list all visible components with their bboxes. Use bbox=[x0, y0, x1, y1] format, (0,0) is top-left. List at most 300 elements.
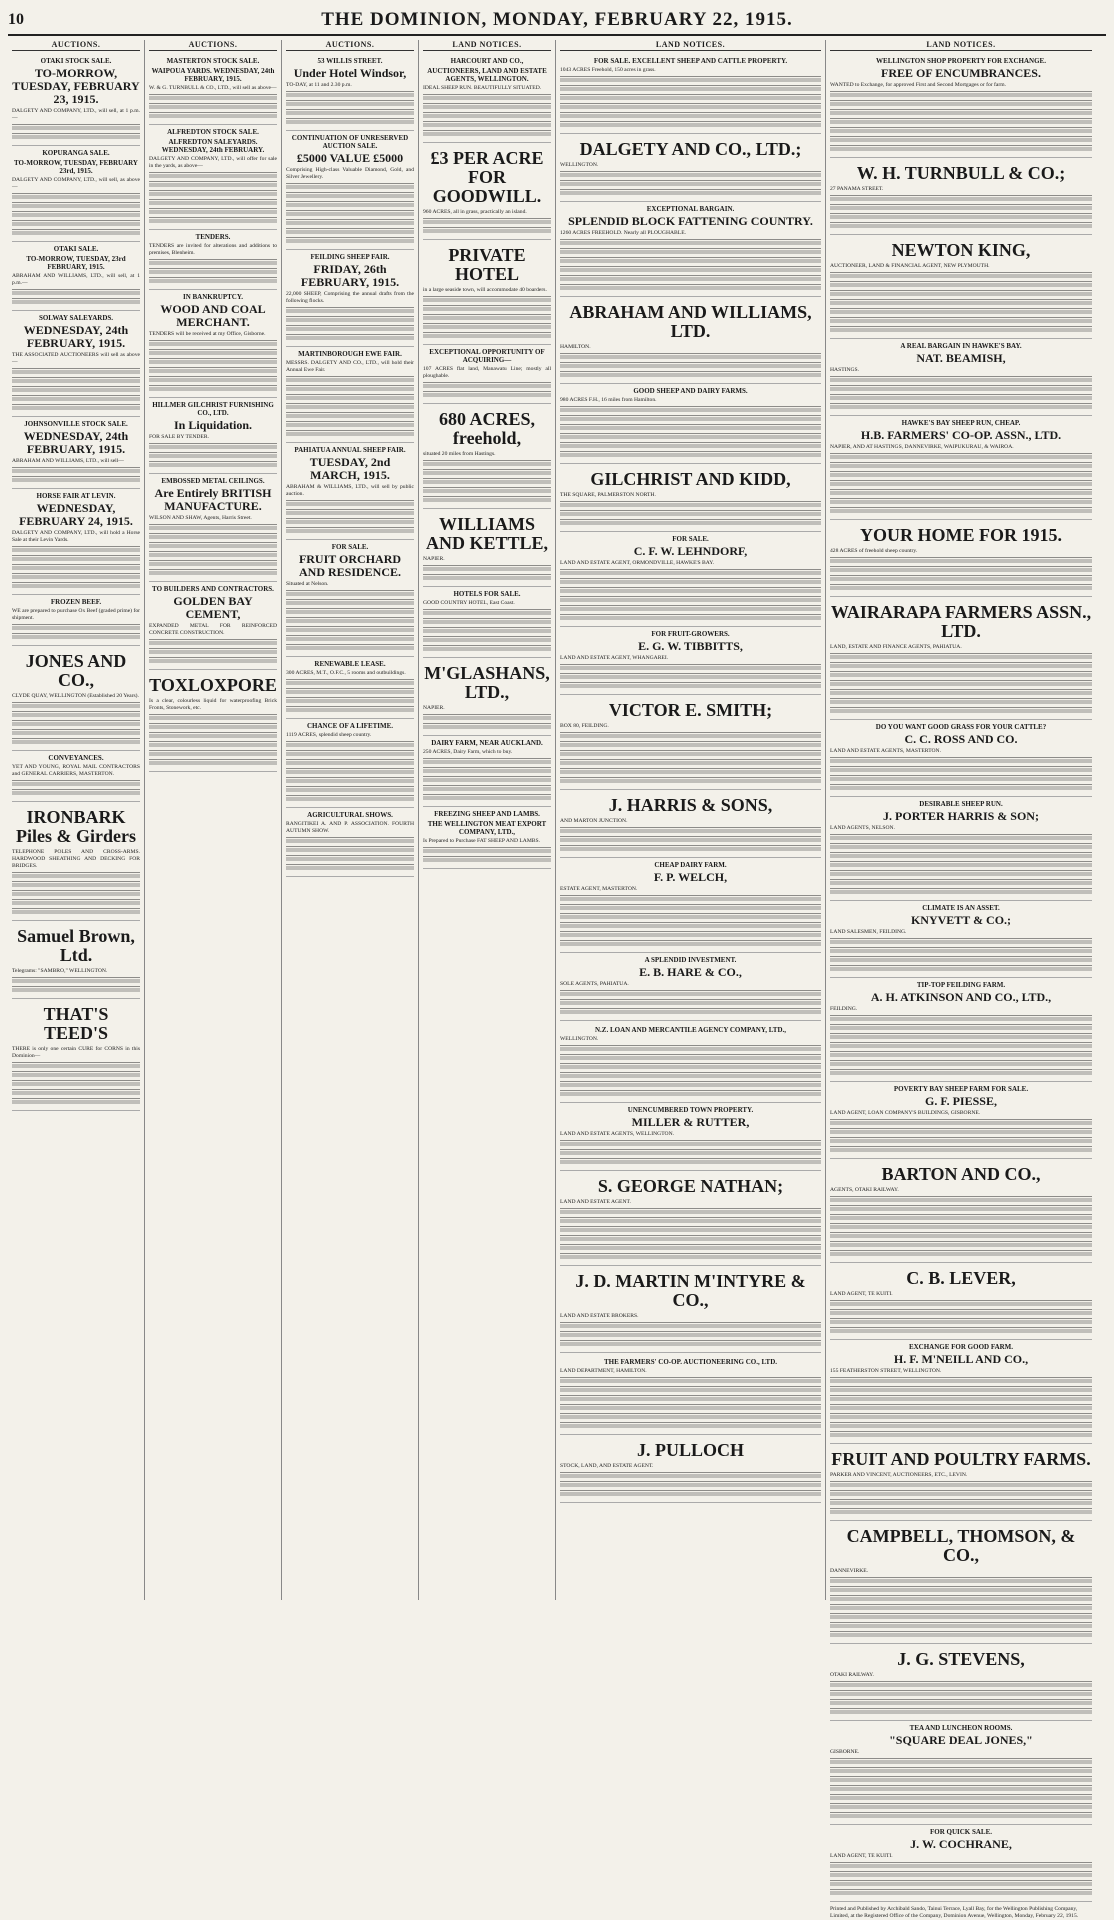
ad-title: WELLINGTON SHOP PROPERTY FOR EXCHANGE. bbox=[876, 57, 1046, 65]
ad-title: HAWKE'S BAY SHEEP RUN, CHEAP. bbox=[901, 419, 1021, 427]
fine-print bbox=[560, 266, 821, 273]
fine-print bbox=[286, 307, 414, 314]
fine-print bbox=[830, 1404, 1092, 1411]
fine-print bbox=[12, 977, 140, 984]
ad-body: WANTED to Exchange, for approved First and Second Mortgages or for farm. bbox=[830, 82, 1006, 88]
ad-headline: TO-MORROW, TUESDAY, 23rd FEBRUARY, 1915. bbox=[26, 255, 126, 271]
advertisement bbox=[830, 1644, 1092, 1721]
ad-body: TENDERS will be received at my Office, Gisborne. bbox=[149, 331, 266, 337]
fine-print bbox=[560, 673, 821, 680]
fine-print bbox=[560, 999, 821, 1006]
fine-print bbox=[149, 199, 277, 206]
fine-print bbox=[286, 183, 414, 190]
fine-print bbox=[830, 1490, 1092, 1497]
fine-print bbox=[560, 1217, 821, 1224]
ad-headline: FRIDAY, 26th FEBRUARY, 1915. bbox=[300, 262, 400, 289]
imprint: Printed and Published by Archibald Sando, Tainui Terrace, Lyall Bay, for the Wellington Publishing Company, Limited, at the Registered Office of the Company, Dominion Avenue, Wellington, Monday, February 22, 1915. bbox=[830, 1906, 1079, 1919]
fine-print bbox=[560, 913, 821, 920]
fine-print bbox=[12, 289, 140, 296]
fine-print bbox=[830, 1422, 1092, 1429]
fine-print bbox=[12, 780, 140, 787]
ad-body: LAND AND ESTATE AGENT. bbox=[560, 1199, 631, 1205]
ad-body: situated 20 miles from Hastings. bbox=[423, 451, 496, 457]
fine-print bbox=[830, 403, 1092, 410]
fine-print bbox=[149, 639, 277, 646]
fine-print bbox=[560, 451, 821, 458]
ad-headline: KNYVETT & CO.; bbox=[910, 913, 1012, 927]
fine-print bbox=[830, 1386, 1092, 1393]
ad-body: W. & G. TURNBULL & CO., LTD., will sell as above— bbox=[149, 85, 277, 91]
fine-print bbox=[149, 759, 277, 766]
ad-body: MESSRS. DALGETY AND CO., LTD., will hold their Annual Ewe Fair. bbox=[286, 360, 414, 373]
ad-headline: J. G. STEVENS, bbox=[897, 1649, 1025, 1669]
ad-body: LAND AND ESTATE AGENT, WHANGAREI. bbox=[560, 655, 669, 661]
ad-body: HAMILTON. bbox=[560, 344, 591, 350]
fine-print bbox=[560, 836, 821, 843]
fine-print bbox=[423, 565, 551, 572]
advertisement bbox=[12, 417, 140, 489]
fine-print bbox=[286, 500, 414, 507]
fine-print bbox=[560, 664, 821, 671]
advertisement bbox=[830, 797, 1092, 901]
fine-print bbox=[830, 195, 1092, 202]
fine-print bbox=[830, 1241, 1092, 1248]
ad-body: THE SQUARE, PALMERSTON NORTH. bbox=[560, 492, 656, 498]
fine-print bbox=[286, 759, 414, 766]
advertisement bbox=[286, 443, 414, 540]
fine-print bbox=[560, 605, 821, 612]
fine-print bbox=[149, 358, 277, 365]
fine-print bbox=[12, 133, 140, 140]
column-2 bbox=[145, 40, 282, 1600]
ad-headline: NEWTON KING, bbox=[891, 240, 1031, 260]
fine-print bbox=[149, 461, 277, 468]
fine-print bbox=[286, 334, 414, 341]
fine-print bbox=[560, 371, 821, 378]
fine-print bbox=[12, 467, 140, 474]
fine-print bbox=[830, 1767, 1092, 1774]
ad-title: EXCHANGE FOR GOOD FARM. bbox=[908, 1343, 1014, 1351]
advertisement bbox=[560, 627, 821, 695]
ad-title: FOR QUICK SALE. bbox=[929, 1828, 993, 1836]
ad-body: LAND DEPARTMENT, HAMILTON. bbox=[560, 1368, 647, 1374]
fine-print bbox=[560, 248, 821, 255]
fine-print bbox=[560, 904, 821, 911]
ad-body: WILSON AND SHAW, Agents, Harris Street. bbox=[149, 515, 252, 521]
ad-title: FEILDING SHEEP FAIR. bbox=[310, 253, 390, 261]
ad-headline: FRUIT ORCHARD AND RESIDENCE. bbox=[298, 552, 402, 579]
ad-headline: WEDNESDAY, FEBRUARY 24, 1915. bbox=[19, 501, 133, 528]
ad-body: BOX 80, FEILDING. bbox=[560, 723, 609, 729]
ad-body: NAPIER. bbox=[423, 705, 445, 711]
masthead bbox=[8, 6, 1106, 36]
fine-print bbox=[830, 1613, 1092, 1620]
ad-title: CHEAP DAIRY FARM. bbox=[654, 861, 727, 869]
fine-print bbox=[286, 741, 414, 748]
fine-print bbox=[560, 76, 821, 83]
fine-print bbox=[830, 870, 1092, 877]
ad-body: CLYDE QUAY, WELLINGTON (Established 20 Years). bbox=[12, 693, 139, 699]
ad-body: Telegrams: "SAMBRO," WELLINGTON. bbox=[12, 968, 108, 974]
fine-print bbox=[830, 653, 1092, 660]
ad-body: NAPIER. bbox=[423, 556, 445, 562]
ad-title: ALFREDTON STOCK SALE. bbox=[167, 128, 259, 136]
fine-print bbox=[830, 1051, 1092, 1058]
fine-print bbox=[830, 1024, 1092, 1031]
ad-headline: J. PULLOCH bbox=[636, 1440, 744, 1460]
fine-print bbox=[12, 720, 140, 727]
fine-print bbox=[830, 1586, 1092, 1593]
ad-headline: ABRAHAM AND WILLIAMS, LTD. bbox=[569, 302, 812, 341]
ad-body: 22,000 SHEEP, Comprising the annual drafts from the following flocks. bbox=[286, 291, 414, 304]
ad-headline: H.B. FARMERS' CO-OP. ASSN., LTD. bbox=[860, 428, 1062, 442]
advertisement bbox=[149, 54, 277, 125]
advertisement bbox=[560, 1021, 821, 1103]
fine-print bbox=[830, 965, 1092, 972]
fine-print bbox=[560, 940, 821, 947]
ad-body: TELEPHONE POLES AND CROSS-ARMS. HARDWOOD SHEATHING AND DECKING FOR BRIDGES. bbox=[12, 849, 140, 869]
fine-print bbox=[286, 864, 414, 871]
fine-print bbox=[423, 767, 551, 774]
advertisement bbox=[560, 1353, 821, 1435]
ad-headline: THE FARMERS' CO-OP. AUCTIONEERING CO., LTD. bbox=[603, 1358, 778, 1366]
fine-print bbox=[830, 1232, 1092, 1239]
fine-print bbox=[830, 1794, 1092, 1801]
column-heading: AUCTIONS. bbox=[286, 40, 414, 51]
fine-print bbox=[560, 596, 821, 603]
advertisement bbox=[560, 384, 821, 464]
advertisement bbox=[560, 790, 821, 858]
fine-print bbox=[286, 325, 414, 332]
ad-headline: J. D. MARTIN M'INTYRE & CO., bbox=[575, 1271, 806, 1310]
fine-print bbox=[12, 908, 140, 915]
advertisement bbox=[149, 230, 277, 290]
fine-print bbox=[830, 1708, 1092, 1715]
ad-title: A REAL BARGAIN IN HAWKE'S BAY. bbox=[900, 342, 1022, 350]
fine-print bbox=[560, 1149, 821, 1156]
ad-title: HARCOURT AND CO., bbox=[450, 57, 524, 65]
ad-headline: CAMPBELL, THOMSON, & CO., bbox=[846, 1526, 1076, 1565]
ad-body: ESTATE AGENT, MASTERTON. bbox=[560, 886, 638, 892]
fine-print bbox=[560, 768, 821, 775]
fine-print bbox=[830, 1758, 1092, 1765]
fine-print bbox=[560, 284, 821, 291]
fine-print bbox=[423, 785, 551, 792]
ad-headline: IRONBARK Piles & Girders bbox=[16, 807, 136, 846]
advertisement bbox=[423, 345, 551, 404]
fine-print bbox=[830, 1309, 1092, 1316]
fine-print bbox=[286, 219, 414, 226]
column-3 bbox=[282, 40, 419, 1600]
advertisement bbox=[12, 921, 140, 999]
fine-print bbox=[12, 1098, 140, 1105]
ad-body: Situated at Nelson. bbox=[286, 581, 329, 587]
fine-print bbox=[286, 412, 414, 419]
fine-print bbox=[560, 1045, 821, 1052]
fine-print bbox=[12, 702, 140, 709]
fine-print bbox=[12, 1089, 140, 1096]
fine-print bbox=[286, 786, 414, 793]
fine-print bbox=[149, 750, 277, 757]
advertisement bbox=[560, 1103, 821, 1171]
fine-print bbox=[830, 1776, 1092, 1783]
fine-print bbox=[830, 385, 1092, 392]
fine-print bbox=[560, 1331, 821, 1338]
fine-print bbox=[286, 421, 414, 428]
ad-body: WELLINGTON. bbox=[560, 162, 599, 168]
fine-print bbox=[830, 1060, 1092, 1067]
fine-print bbox=[423, 758, 551, 765]
fine-print bbox=[830, 213, 1092, 220]
fine-print bbox=[286, 644, 414, 651]
ad-title: HILLMER GILCHRIST FURNISHING CO., LTD. bbox=[152, 401, 274, 417]
fine-print bbox=[286, 837, 414, 844]
ad-title: DAIRY FARM, NEAR AUCKLAND. bbox=[431, 739, 543, 747]
ad-headline: C. F. W. LEHNDORF, bbox=[633, 544, 748, 558]
fine-print bbox=[149, 277, 277, 284]
ad-body: 27 PANAMA STREET. bbox=[830, 186, 884, 192]
fine-print bbox=[830, 127, 1092, 134]
fine-print bbox=[149, 190, 277, 197]
fine-print bbox=[830, 1699, 1092, 1706]
fine-print bbox=[560, 94, 821, 101]
ad-headline: C. C. ROSS AND CO. bbox=[904, 732, 1018, 746]
fine-print bbox=[560, 1340, 821, 1347]
fine-print bbox=[830, 784, 1092, 791]
advertisement bbox=[149, 474, 277, 582]
advertisement bbox=[830, 978, 1092, 1082]
fine-print bbox=[149, 112, 277, 119]
fine-print bbox=[560, 1472, 821, 1479]
fine-print bbox=[830, 453, 1092, 460]
fine-print bbox=[286, 768, 414, 775]
advertisement bbox=[830, 54, 1092, 158]
ad-headline: GILCHRIST AND KIDD, bbox=[590, 469, 791, 489]
fine-print bbox=[149, 385, 277, 392]
ad-headline: W. H. TURNBULL & CO.; bbox=[856, 163, 1066, 183]
fine-print bbox=[830, 766, 1092, 773]
ad-title: FOR SALE. EXCELLENT SHEEP AND CATTLE PROPERTY. bbox=[593, 57, 788, 65]
advertisement bbox=[830, 416, 1092, 520]
fine-print bbox=[12, 193, 140, 200]
fine-print bbox=[149, 452, 277, 459]
fine-print bbox=[560, 1063, 821, 1070]
fine-print bbox=[12, 711, 140, 718]
fine-print bbox=[830, 222, 1092, 229]
ad-body: LAND AGENTS, NELSON. bbox=[830, 825, 895, 831]
ad-body: TO-DAY, at 11 and 2.30 p.m. bbox=[286, 82, 352, 88]
ad-body: OTAKI RAILWAY. bbox=[830, 1672, 874, 1678]
advertisement bbox=[830, 1825, 1092, 1902]
fine-print bbox=[423, 496, 551, 503]
fine-print bbox=[560, 1413, 821, 1420]
fine-print bbox=[286, 201, 414, 208]
fine-print bbox=[12, 564, 140, 571]
advertisement bbox=[560, 297, 821, 384]
fine-print bbox=[560, 1322, 821, 1329]
fine-print bbox=[830, 272, 1092, 279]
fine-print bbox=[423, 94, 551, 101]
fine-print bbox=[830, 109, 1092, 116]
ad-title: A SPLENDID INVESTMENT. bbox=[644, 956, 737, 964]
ad-body: SOLE AGENTS, PAHIATUA. bbox=[560, 981, 629, 987]
fine-print bbox=[286, 679, 414, 686]
fine-print bbox=[286, 237, 414, 244]
advertisement bbox=[830, 520, 1092, 597]
fine-print bbox=[830, 956, 1092, 963]
fine-print bbox=[12, 211, 140, 218]
fine-print bbox=[830, 1481, 1092, 1488]
ad-body: 960 ACRES, all in grass, practically an island. bbox=[423, 209, 527, 215]
ad-title: AGRICULTURAL SHOWS. bbox=[307, 811, 393, 819]
fine-print bbox=[560, 682, 821, 689]
column-5 bbox=[556, 40, 826, 1600]
ad-body: 300 ACRES, M.T., O.F.C., 5 rooms and outbuildings. bbox=[286, 670, 406, 676]
fine-print bbox=[149, 560, 277, 567]
ad-body: LAND AND ESTATE AGENTS, WELLINGTON. bbox=[560, 1131, 675, 1137]
fine-print bbox=[286, 608, 414, 615]
fine-print bbox=[830, 1327, 1092, 1334]
fine-print bbox=[286, 697, 414, 704]
ad-body: DALGETY AND COMPANY, LTD., will sell, as above— bbox=[12, 177, 140, 190]
advertisement bbox=[149, 290, 277, 398]
ad-headline: SPLENDID BLOCK FATTENING COUNTRY. bbox=[568, 214, 813, 228]
fine-print bbox=[560, 112, 821, 119]
fine-print bbox=[286, 118, 414, 125]
fine-print bbox=[423, 487, 551, 494]
fine-print bbox=[830, 1377, 1092, 1384]
fine-print bbox=[560, 1422, 821, 1429]
ad-body: LAND SALESMEN, FEILDING. bbox=[830, 929, 907, 935]
fine-print bbox=[830, 118, 1092, 125]
fine-print bbox=[560, 569, 821, 576]
ad-body: WE are prepared to purchase Ox Beef (graded prime) for shipment. bbox=[12, 608, 140, 621]
fine-print bbox=[423, 714, 551, 721]
ad-title: GOOD SHEEP AND DAIRY FARMS. bbox=[633, 387, 748, 395]
fine-print bbox=[423, 723, 551, 730]
fine-print bbox=[560, 442, 821, 449]
ad-headline: WEDNESDAY, 24th FEBRUARY, 1915. bbox=[23, 323, 129, 350]
fine-print bbox=[830, 1880, 1092, 1887]
ad-body: LAND AGENT, TE KUITI. bbox=[830, 1291, 893, 1297]
fine-print bbox=[149, 533, 277, 540]
fine-print bbox=[423, 856, 551, 863]
fine-print bbox=[560, 1377, 821, 1384]
fine-print bbox=[560, 239, 821, 246]
fine-print bbox=[560, 1008, 821, 1015]
fine-print bbox=[149, 542, 277, 549]
fine-print bbox=[423, 332, 551, 339]
fine-print bbox=[830, 1889, 1092, 1896]
advertisement bbox=[423, 658, 551, 736]
fine-print bbox=[560, 275, 821, 282]
fine-print bbox=[12, 881, 140, 888]
ad-body: ABRAHAM AND WILLIAMS, LTD., will sell, at 1 p.m.— bbox=[12, 273, 140, 286]
ad-body: GOOD COUNTRY HOTEL, East Coast. bbox=[423, 600, 515, 606]
advertisement bbox=[830, 1159, 1092, 1263]
fine-print bbox=[830, 1119, 1092, 1126]
fine-print bbox=[560, 1226, 821, 1233]
ad-body: LAND AND ESTATE AGENT, ORMONDVILLE, HAWKE'S BAY. bbox=[560, 560, 714, 566]
fine-print bbox=[286, 706, 414, 713]
ad-body: 980 ACRES F.H., 16 miles from Hamilton. bbox=[560, 397, 657, 403]
fine-print bbox=[423, 478, 551, 485]
fine-print bbox=[560, 895, 821, 902]
ad-body: 250 ACRES, Dairy Farm, which to buy. bbox=[423, 749, 513, 755]
fine-print bbox=[286, 777, 414, 784]
advertisement bbox=[830, 339, 1092, 416]
fine-print bbox=[286, 590, 414, 597]
fine-print bbox=[830, 680, 1092, 687]
fine-print bbox=[149, 741, 277, 748]
fine-print bbox=[286, 750, 414, 757]
column-heading: AUCTIONS. bbox=[149, 40, 277, 51]
fine-print bbox=[286, 376, 414, 383]
fine-print bbox=[830, 843, 1092, 850]
fine-print bbox=[12, 404, 140, 411]
fine-print bbox=[560, 614, 821, 621]
fine-print bbox=[149, 94, 277, 101]
advertisement bbox=[560, 695, 821, 790]
ad-headline: WILLIAMS AND KETTLE, bbox=[425, 514, 549, 553]
fine-print bbox=[830, 394, 1092, 401]
ad-body: Is a clear, colourless liquid for waterproofing Brick Fronts, Stonework, etc. bbox=[149, 698, 277, 711]
fine-print bbox=[12, 368, 140, 375]
fine-print bbox=[560, 750, 821, 757]
ad-headline: M'GLASHANS, LTD., bbox=[424, 663, 550, 702]
fine-print bbox=[830, 376, 1092, 383]
fine-print bbox=[560, 501, 821, 508]
ad-headline: Under Hotel Windsor, bbox=[293, 66, 407, 80]
ad-body: DALGETY AND COMPANY, LTD., will hold a Horse Sale at their Levin Yards. bbox=[12, 530, 140, 543]
fine-print bbox=[830, 1128, 1092, 1135]
fine-print bbox=[830, 879, 1092, 886]
fine-print bbox=[423, 847, 551, 854]
ad-title: OTAKI STOCK SALE. bbox=[40, 57, 112, 65]
fine-print bbox=[286, 109, 414, 116]
fine-print bbox=[560, 931, 821, 938]
fine-print bbox=[830, 462, 1092, 469]
fine-print bbox=[830, 1812, 1092, 1819]
ad-title: HORSE FAIR AT LEVIN. bbox=[36, 492, 116, 500]
ad-body: LAND AND ESTATE BROKERS. bbox=[560, 1313, 639, 1319]
advertisement bbox=[423, 807, 551, 869]
ad-body: Is Prepared to Purchase FAT SHEEP AND LAMBS. bbox=[423, 838, 541, 844]
fine-print bbox=[423, 121, 551, 128]
advertisement bbox=[560, 202, 821, 297]
advertisement bbox=[286, 719, 414, 808]
fine-print bbox=[149, 217, 277, 224]
columns bbox=[8, 40, 1106, 1919]
fine-print bbox=[12, 229, 140, 236]
fine-print bbox=[12, 573, 140, 580]
fine-print bbox=[149, 569, 277, 576]
ad-title: DESIRABLE SHEEP RUN. bbox=[919, 800, 1003, 808]
advertisement bbox=[830, 597, 1092, 720]
fine-print bbox=[286, 403, 414, 410]
fine-print bbox=[560, 759, 821, 766]
fine-print bbox=[830, 1196, 1092, 1203]
fine-print bbox=[423, 130, 551, 137]
fine-print bbox=[423, 627, 551, 634]
advertisement bbox=[12, 802, 140, 921]
ad-title: OTAKI SALE. bbox=[53, 245, 99, 253]
fine-print bbox=[830, 1431, 1092, 1438]
ad-title: CONVEYANCES. bbox=[48, 754, 104, 762]
fine-print bbox=[149, 657, 277, 664]
ad-title: JOHNSONVILLE STOCK SALE. bbox=[24, 420, 128, 428]
ad-headline: FRUIT AND POULTRY FARMS. bbox=[831, 1449, 1091, 1469]
